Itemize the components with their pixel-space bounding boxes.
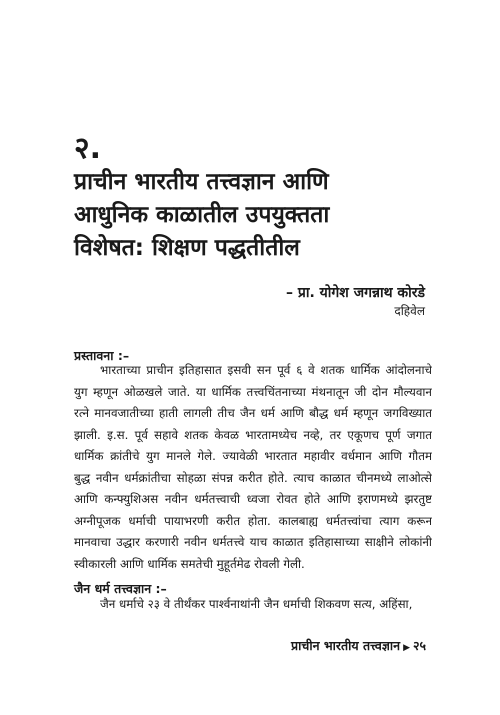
paragraph-line: झाली. इ.स. पूर्व सहावे शतक केवळ भारतामध्येच नव्हे, तर एकूणच पूर्ण जगात [74, 427, 432, 442]
jain-philosophy-paragraph [74, 594, 432, 616]
page-footer [291, 637, 426, 654]
paragraph-line: जैन धर्माचे २३ वे तीर्थंकर पार्श्वनाथांनी जैन धर्माची शिकवण सत्य, अहिंसा, [100, 597, 413, 611]
paragraph-line: बुद्ध नवीन धर्मक्रांतीचा सोहळा संपन्न करीत होते. त्याच काळात चीनमध्ये लाओत्से [74, 470, 432, 485]
chapter-title-line: प्राचीन भारतीय तत्त्वज्ञान आणि [74, 169, 329, 195]
paragraph-line: आणि कन्फ्युशिअस नवीन धर्मतत्त्वाची ध्वजा रोवत होते आणि इराणमध्ये झरतुष्ट [74, 492, 432, 506]
paragraph-line: रत्ने मानवजातीच्या हाती लागली तीच जैन धर्म आणि बौद्ध धर्म म्हणून जगविख्यात [74, 406, 432, 420]
paragraph-line: धार्मिक क्रांतीचे युग मानले गेले. ज्यावेळी भारतात महावीर वर्धमान आणि गौतम [74, 449, 432, 463]
section-heading-introduction: प्रस्तावना :– [74, 348, 130, 363]
introduction-paragraph [74, 360, 432, 575]
chapter-title-line: विशेषत: शिक्षण पद्धतीतील [74, 235, 300, 261]
triangle-right-icon: ▶ [403, 643, 410, 653]
paragraph-line: स्वीकारली आणि धार्मिक समतेची मुहूर्तमेढ रोवली गेली. [74, 556, 305, 571]
chapter-title [74, 166, 434, 265]
paragraph-line: युग म्हणून ओळखले जाते. या धार्मिक तत्त्वचिंतनाच्या मंथनातून जी दोन मौल्यवान [74, 384, 432, 399]
paragraph-line: अग्नीपूजक धर्माची पायाभरणी करीत होता. कालबाह्य धर्मतत्त्वांचा त्याग करून [74, 513, 432, 528]
section-heading-jain-philosophy: जैन धर्म तत्त्वज्ञान :– [74, 581, 167, 596]
paragraph-line: भारताच्या प्राचीन इतिहासात इसवी सन पूर्व ६ वे शतक धार्मिक आंदोलनाचे [100, 363, 432, 377]
page-number: २५ [412, 638, 426, 653]
author-place: दहिवेल [394, 304, 425, 318]
chapter-number: २. [74, 131, 101, 166]
author-name: – प्रा. योगेश जगन्नाथ कोरडे [286, 285, 425, 301]
footer-book-title: प्राचीन भारतीय तत्त्वज्ञान [291, 638, 401, 653]
chapter-title-line: आधुनिक काळातील उपयुक्तता [74, 202, 330, 228]
paragraph-line: मानवाचा उद्धार करणारी नवीन धर्मतत्त्वे याच काळात इतिहासाच्या साक्षीने लोकांनी [74, 535, 432, 549]
